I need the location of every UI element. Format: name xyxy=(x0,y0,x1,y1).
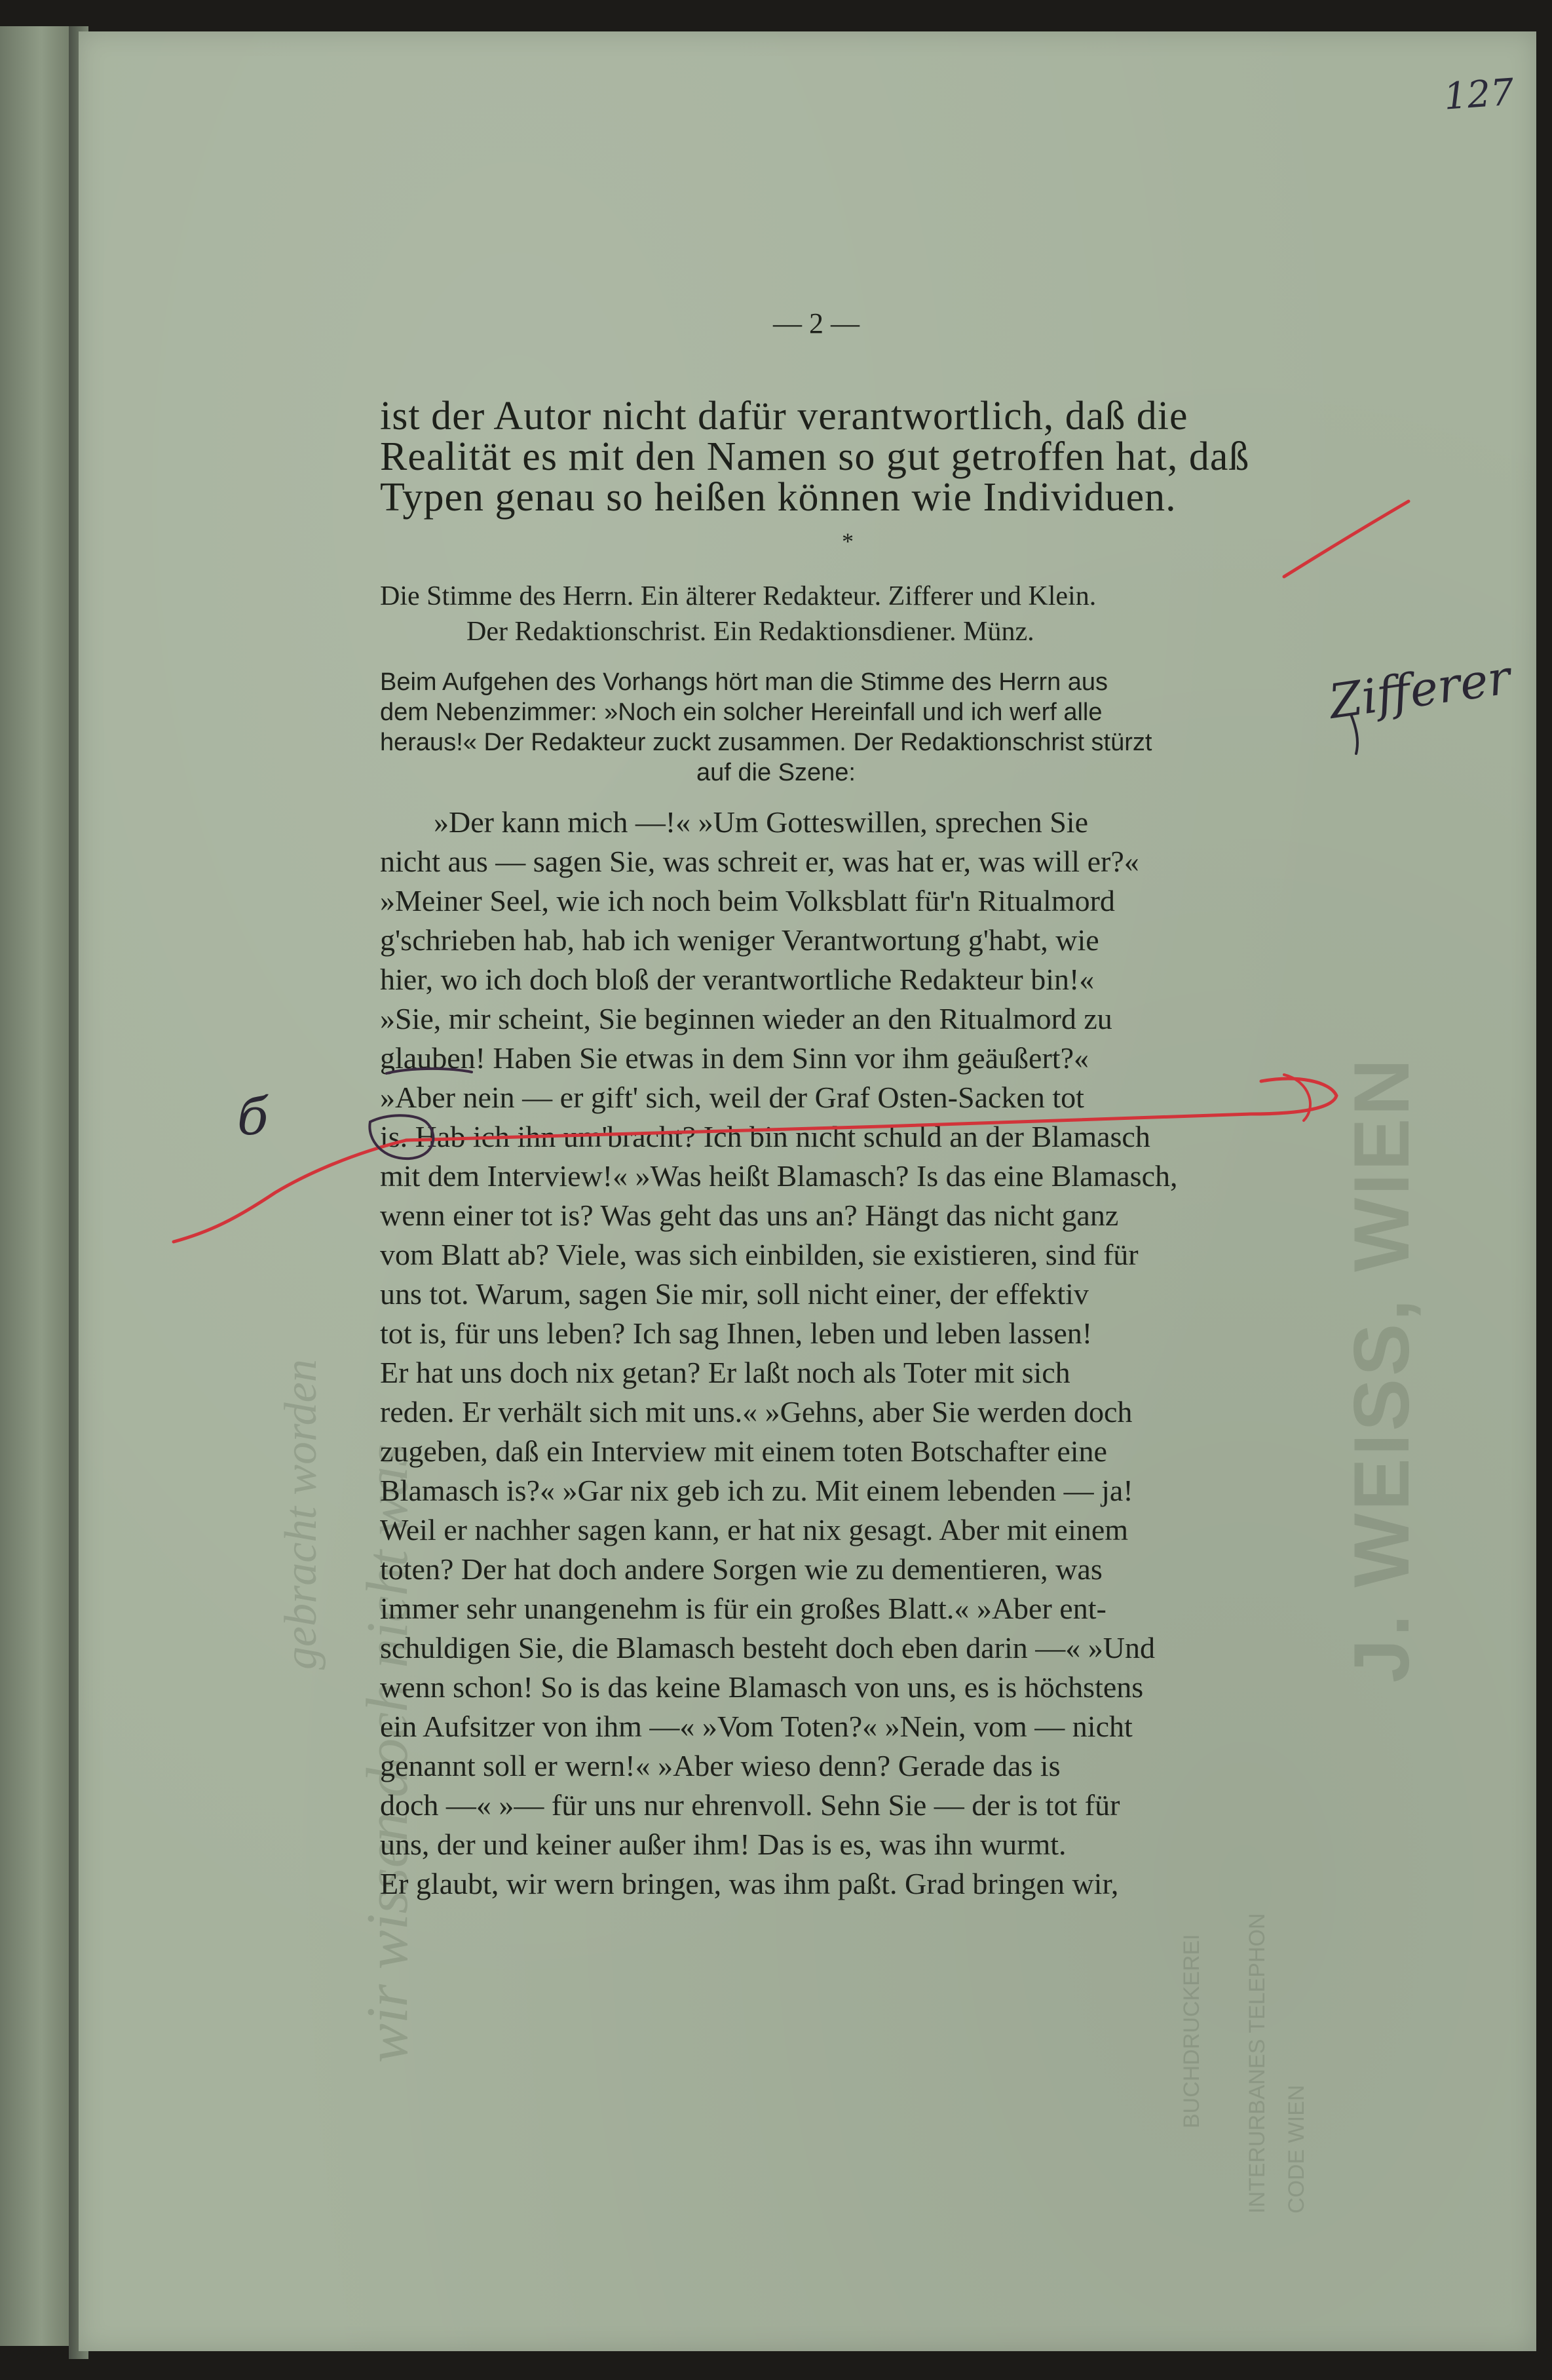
body-line: zugeben, daß ein Interview mit einem toten Botschafter eine xyxy=(380,1434,1107,1468)
body-line: Weil er nachher sagen kann, er hat nix gesagt. Aber mit einem xyxy=(380,1513,1129,1546)
margin-note-left: б xyxy=(237,1088,269,1147)
body-line: uns, der und keiner außer ihm! Das is es, was ihn wurmt. xyxy=(380,1828,1067,1861)
cast-line: Der Redaktionschrist. Ein Redaktionsdiener. Münz. xyxy=(466,617,1034,647)
body-line: uns tot. Warum, sagen Sie mir, soll nicht einer, der effektiv xyxy=(380,1277,1089,1311)
body-line: g'schrieben hab, hab ich weniger Verantwortung g'habt, wie xyxy=(380,923,1099,957)
body-line: reden. Er verhält sich mit uns.« »Gehns, aber Sie werden doch xyxy=(380,1395,1133,1429)
body-line: doch —« »— für uns nur ehrenvoll. Sehn Sie — der is tot für xyxy=(380,1788,1120,1822)
body-line: wenn einer tot is? Was geht das uns an? Hängt das nicht ganz xyxy=(380,1199,1119,1232)
body-line: glauben! Haben Sie etwas in dem Sinn vor ihm geäußert?« xyxy=(380,1041,1089,1075)
stage-direction-line: dem Nebenzimmer: »Noch ein solcher Hereinfall und ich werf alle xyxy=(380,699,1103,726)
show-through-handwriting: gebracht worden xyxy=(276,1359,326,1670)
body-line: schuldigen Sie, die Blamasch besteht doch eben darin —« »Und xyxy=(380,1631,1155,1664)
margin-note-right: Zifferer xyxy=(1325,649,1514,729)
section-separator: * xyxy=(842,528,854,554)
body-line: nicht aus — sagen Sie, was schreit er, was hat er, was will er?« xyxy=(380,845,1139,878)
body-line: »Meiner Seel, wie ich noch beim Volksblatt für'n Ritualmord xyxy=(380,884,1115,917)
body-line: toten? Der hat doch andere Sorgen wie zu dementieren, was xyxy=(380,1552,1103,1586)
body-line: genannt soll er wern!« »Aber wieso denn? Gerade das is xyxy=(380,1749,1061,1782)
facing-page-edge xyxy=(0,26,69,2346)
page-number: — 2 — xyxy=(773,307,860,339)
body-line: ein Aufsitzer von ihm —« »Vom Toten?« »Nein, vom — nicht xyxy=(380,1710,1133,1743)
body-line: wenn schon! So is das keine Blamasch von uns, es is höchstens xyxy=(380,1670,1144,1704)
body-line: is. Hab ich ihn um'bracht? Ich bin nicht schuld an der Blamasch xyxy=(380,1120,1150,1153)
body-line: Blamasch is?« »Gar nix geb ich zu. Mit einem lebenden — ja! xyxy=(380,1474,1133,1507)
intro-line: Typen genau so heißen können wie Individuen. xyxy=(380,475,1177,520)
body-line: Er hat uns doch nix getan? Er laßt noch als Toter mit sich xyxy=(380,1356,1070,1389)
intro-line: ist der Autor nicht dafür verantwortlich, daß die xyxy=(380,394,1188,438)
show-through-stamp-line: INTERURBANES TELEPHON xyxy=(1245,1913,1270,2214)
intro-line: Realität es mit den Namen so gut getroffen hat, daß xyxy=(380,434,1250,479)
stage-direction-line: Beim Aufgehen des Vorhangs hört man die Stimme des Herrn aus xyxy=(380,668,1108,696)
stage-direction-line: heraus!« Der Redakteur zuckt zusammen. Der Redaktionschrist stürzt xyxy=(380,729,1152,756)
body-line: »Aber nein — er gift' sich, weil der Graf Osten-Sacken tot xyxy=(380,1081,1084,1114)
stage-direction-line: auf die Szene: xyxy=(696,759,856,786)
show-through-stamp-line: BUCHDRUCKEREI xyxy=(1179,1934,1204,2128)
body-line: immer sehr unangenehm is für ein großes Blatt.« »Aber ent- xyxy=(380,1592,1107,1625)
show-through-stamp-line: CODE WIEN xyxy=(1284,2084,1309,2214)
body-line: tot is, für uns leben? Ich sag Ihnen, leben und leben lassen! xyxy=(380,1316,1093,1350)
show-through-handwriting: wir wissen doch nicht was xyxy=(355,1443,420,2063)
body-line: Er glaubt, wir wern bringen, was ihm paßt. Grad bringen wir, xyxy=(380,1867,1119,1900)
body-line: »Der kann mich —!« »Um Gotteswillen, sprechen Sie xyxy=(434,805,1088,839)
show-through-stamp: J. WEISS, WIEN xyxy=(1338,1056,1426,1683)
body-line: hier, wo ich doch bloß der verantwortliche Redakteur bin!« xyxy=(380,963,1095,996)
cast-line: Die Stimme des Herrn. Ein älterer Redakteur. Zifferer und Klein. xyxy=(380,581,1097,611)
body-line: »Sie, mir scheint, Sie beginnen wieder an den Ritualmord zu xyxy=(380,1002,1112,1035)
archive-page-number: 127 xyxy=(1442,71,1516,119)
body-line: vom Blatt ab? Viele, was sich einbilden, sie existieren, sind für xyxy=(380,1238,1139,1271)
body-line: mit dem Interview!« »Was heißt Blamasch? Is das eine Blamasch, xyxy=(380,1159,1178,1193)
